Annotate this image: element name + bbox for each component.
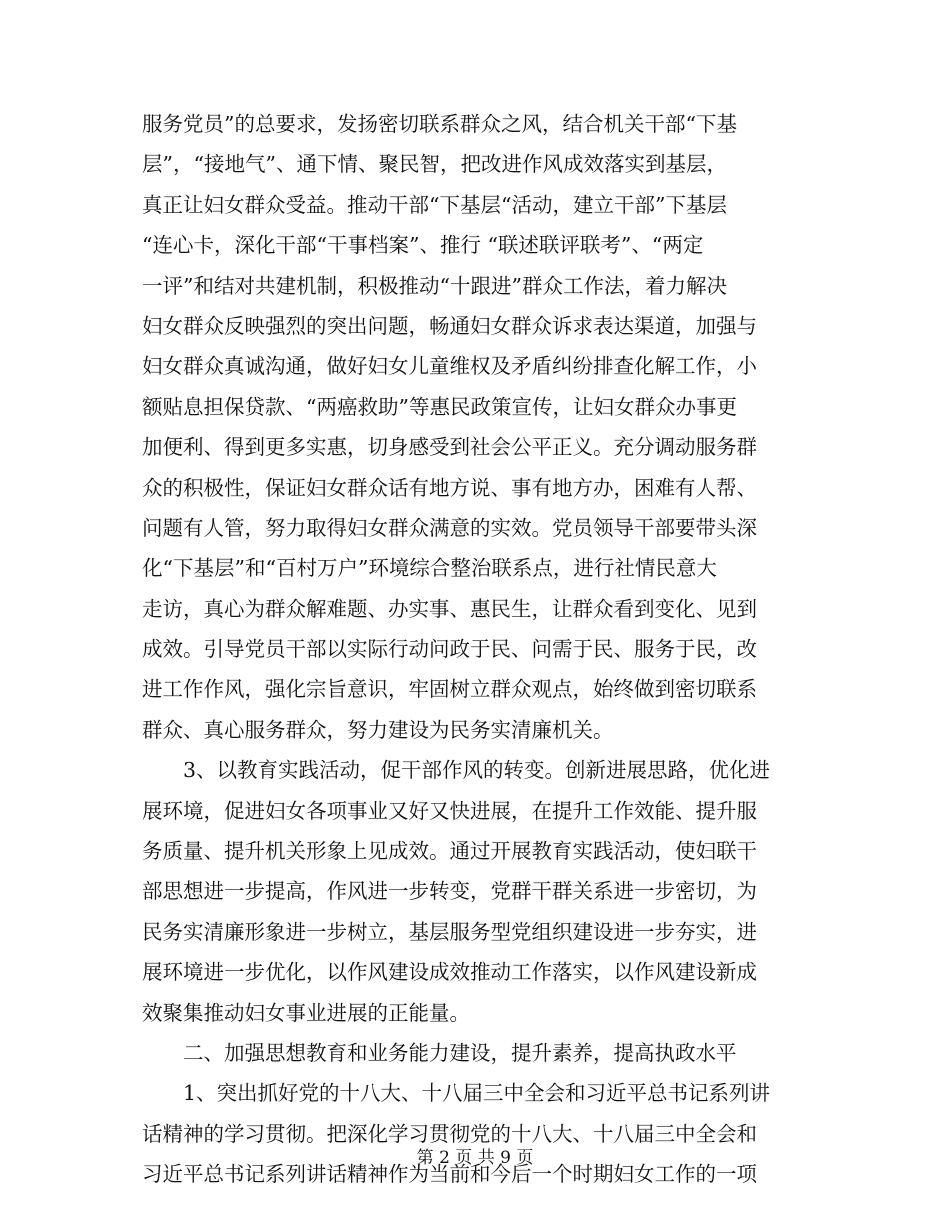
text-line: 展环境进一步优化，以作风建设成效推动工作落实，以作风建设新成 (142, 960, 757, 985)
text-line: 效聚集推动妇女事业进展的正能量。 (142, 1000, 470, 1025)
text-line: 妇女群众反映强烈的突出问题，畅通妇女群众诉求表达渠道，加强与 (142, 313, 757, 338)
text-line: 妇女群众真诚沟通，做好妇女儿童维权及矛盾纠纷排查化解工作，小 (142, 354, 757, 379)
text-line: 化“下基层”和“百村万户”环境综合整治联系点，进行社情民意大 (142, 556, 717, 581)
text-line: 进工作作风，强化宗旨意识，牢固树立群众观点，始终做到密切联系 (142, 677, 757, 702)
text-line: 习近平总书记系列讲话精神作为当前和今后一个时期妇女工作的一项 (142, 1162, 757, 1187)
section-heading: 二、加强思想教育和业务能力建设，提升素养，提高执政水平 (142, 1040, 737, 1065)
text-line: 额贴息担保贷款、“两癌救助”等惠民政策宣传，让妇女群众办事更 (142, 394, 737, 419)
text-line: 层”，“接地气”、通下情、聚民智，把改进作风成效落实到基层， (142, 152, 727, 177)
text-line: “连心卡，深化干部“干事档案”、推行 “联述联评联考”、“两定 (142, 233, 704, 258)
paragraph-3-start: 3、以教育实践活动，促干部作风的转变。创新进展思路，优化进 (142, 758, 771, 783)
text-line: 众的积极性，保证妇女群众话有地方说、事有地方办，困难有人帮、 (142, 475, 757, 500)
text-line: 部思想进一步提高，作风进一步转变，党群干群关系进一步密切，为 (142, 879, 757, 904)
text-line: 群众、真心服务群众，努力建设为民务实清廉机关。 (142, 717, 614, 742)
text-line: 走访，真心为群众解难题、办实事、惠民生，让群众看到变化、见到 (142, 596, 757, 621)
text-line: 展环境，促进妇女各项事业又好又快进展，在提升工作效能、提升服 (142, 798, 757, 823)
text-line: 加便利、得到更多实惠，切身感受到社会公平正义。充分调动服务群 (142, 435, 757, 460)
text-line: 问题有人管，努力取得妇女群众满意的实效。党员领导干部要带头深 (142, 515, 757, 540)
text-line: 服务党员”的总要求，发扬密切联系群众之风，结合机关干部“下基 (142, 112, 737, 136)
body-text (142, 104, 802, 1195)
text-line: 真正让妇女群众受益。推动干部“下基层“活动，建立干部”下基层 (142, 192, 727, 217)
text-line: 成效。引导党员干部以实际行动问政于民、问需于民、服务于民，改 (142, 637, 757, 662)
text-line: 务质量、提升机关形象上见成效。通过开展教育实践活动，使妇联干 (142, 839, 757, 864)
text-line: 民务实清廉形象进一步树立，基层服务型党组织建设进一步夯实，进 (142, 919, 757, 944)
page-number-footer: 第 2 页 共 9 页 (416, 1148, 534, 1168)
paragraph-1-start: 1、突出抓好党的十八大、十八届三中全会和习近平总书记系列讲 (142, 1081, 771, 1106)
text-line: 一评”和结对共建机制，积极推动“十跟进”群众工作法，着力解决 (142, 273, 727, 298)
text-line: 话精神的学习贯彻。把深化学习贯彻党的十八大、十八届三中全会和 (142, 1121, 757, 1146)
